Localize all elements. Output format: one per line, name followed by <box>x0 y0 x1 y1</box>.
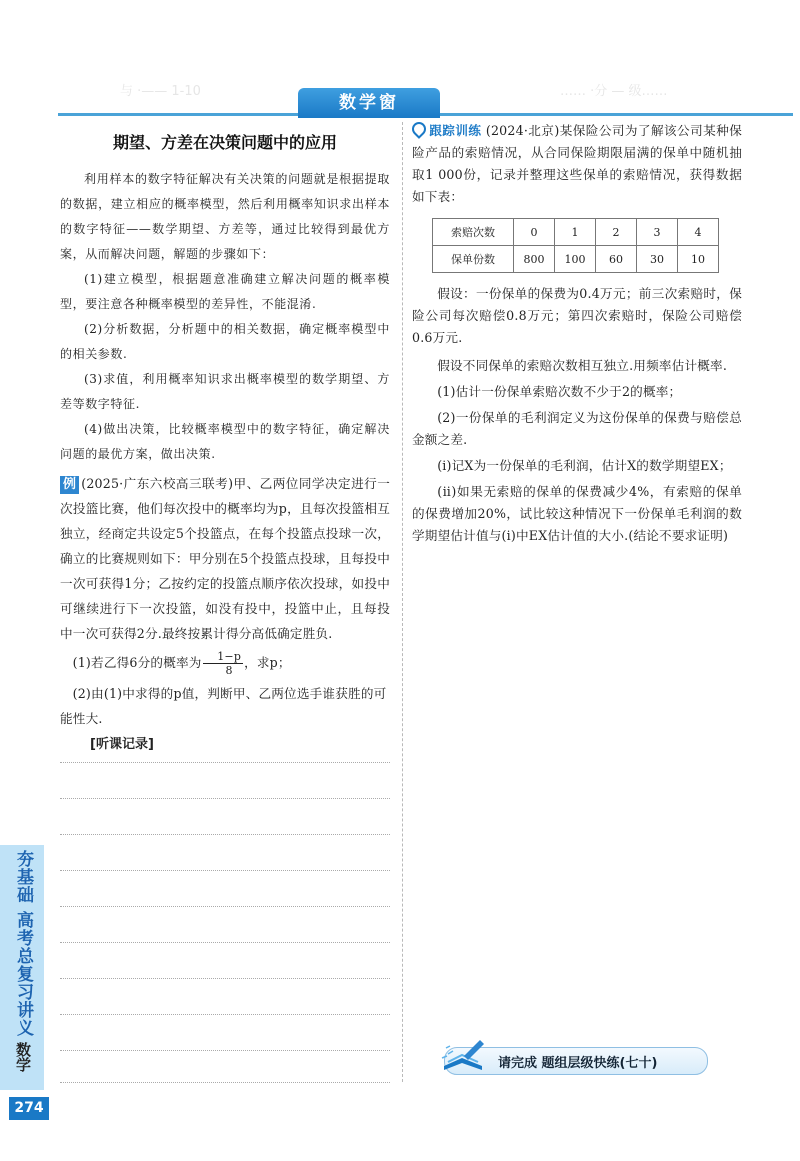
table-header: 保单份数 <box>433 246 514 273</box>
question-1 <box>60 650 390 677</box>
note-line <box>60 1082 390 1083</box>
page-number: 274 <box>9 1097 49 1120</box>
example-text: (2025·广东六校高三联考)甲、乙两位同学决定进行一次投篮比赛，他们每次投中的概率均为p，且每次投篮相互独立，经商定共设定5个投篮点，在每个投篮点投球一次，确立的比赛规则如下：甲分别在5个投篮点投球，且每投中一次可获得1分；乙按约定的投篮点顺序依次投球，如投中可继续进行下一次投篮，如没有投中，投篮中止，且每投中一次可获得2分.最终按累计得分高低确定胜负. <box>60 476 390 641</box>
table-cell: 1 <box>555 219 596 246</box>
table-cell: 0 <box>514 219 555 246</box>
track-intro-text: (2024·北京)某保险公司为了解该公司某种保险产品的索赔情况，从合同保险期限届满的保单中随机抽取1 000份，记录并整理这些保单的索赔情况，获得数据如下表： <box>412 123 742 204</box>
page-title: 期望、方差在决策问题中的应用 <box>112 133 337 152</box>
assumption-1: 假设：一份保单的保费为0.4万元；前三次索赔时，保险公司每次赔偿0.8万元；第四次索赔时，保险公司赔偿0.6万元. <box>412 286 742 345</box>
intro-paragraph: 利用样本的数字特征解决有关决策的问题就是根据提取的数据，建立相应的概率模型，然后利用概率知识求出样本的数字特征——数学期望、方差等，通过比较得到最优方案，从而解决问题，解题的步骤如下： <box>60 172 390 261</box>
step-3: (3)求值，利用概率知识求出概率模型的数学期望、方差等数字特征. <box>60 372 390 411</box>
assumption-2: 假设不同保单的索赔次数相互独立.用频率估计概率. <box>437 358 728 373</box>
track-question-2i: (ⅰ)记X为一份保单的毛利润，估计X的数学期望EX； <box>437 458 732 473</box>
table-cell: 30 <box>637 246 678 273</box>
table-cell: 10 <box>678 246 719 273</box>
header-faint-left: 与 ·—— 1-10 <box>120 84 201 99</box>
note-line <box>60 978 390 979</box>
table-cell: 3 <box>637 219 678 246</box>
track-question-1: (1)估计一份保单索赔次数不少于2的概率； <box>437 384 682 399</box>
example-tag: 例 <box>60 476 79 494</box>
table-row <box>433 246 719 273</box>
example-block <box>60 471 390 646</box>
note-line <box>60 834 390 835</box>
note-line <box>60 906 390 907</box>
table-header: 索赔次数 <box>433 219 514 246</box>
table-row <box>433 219 719 246</box>
book-pen-icon <box>438 1036 490 1072</box>
right-column <box>412 120 742 547</box>
column-divider <box>402 122 403 1082</box>
side-brand: 夯基础 高考总复习讲义 <box>13 850 33 1037</box>
step-2: (2)分析数据，分析题中的相关数据，确定概率模型中的相关参数. <box>60 322 390 361</box>
location-pin-icon <box>409 119 429 139</box>
table-cell: 800 <box>514 246 555 273</box>
track-question-2ii: (ⅱ)如果无索赔的保单的保费减少4%，有索赔的保单的保费增加20%，试比较这种情况下一份保单毛利润的数学期望估计值与(ⅰ)中EX估计值的大小.(结论不要求证明) <box>412 484 742 543</box>
table-cell: 4 <box>678 219 719 246</box>
note-line <box>60 798 390 799</box>
note-line <box>60 762 390 763</box>
fraction-numerator: 1−p <box>203 650 243 664</box>
question-1-post: ，求p； <box>244 655 291 670</box>
note-line <box>60 1014 390 1015</box>
table-cell: 2 <box>596 219 637 246</box>
question-1-pre: (1)若乙得6分的概率为 <box>72 655 202 670</box>
section-tab: 数学窗 <box>298 88 440 118</box>
table-cell: 100 <box>555 246 596 273</box>
fraction-denominator: 8 <box>225 664 233 677</box>
note-line <box>60 942 390 943</box>
step-1: (1)建立模型，根据题意准确建立解决问题的概率模型，要注意各种概率模型的差异性，不能混淆. <box>60 272 390 311</box>
fraction <box>203 650 243 677</box>
claims-table <box>432 218 719 273</box>
left-column <box>60 130 390 752</box>
step-4: (4)做出决策，比较概率模型中的数字特征，确定解决问题的最优方案，做出决策. <box>60 422 390 461</box>
track-intro <box>412 120 742 208</box>
table-cell: 60 <box>596 246 637 273</box>
question-2: (2)由(1)中求得的p值，判断甲、乙两位选手谁获胜的可能性大. <box>60 686 387 726</box>
note-line <box>60 1050 390 1051</box>
note-line <box>60 870 390 871</box>
track-label: 跟踪训练 <box>429 123 482 138</box>
practice-banner-text: 请完成 题组层级快练(七十) <box>498 1056 658 1071</box>
header-faint-right: …… ·分 — 级…… <box>560 84 668 99</box>
side-subject: 数学 <box>14 1042 32 1072</box>
track-question-2: (2)一份保单的毛利润定义为这份保单的保费与赔偿总金额之差. <box>412 410 742 447</box>
notes-label: [听课记录] <box>90 737 154 752</box>
